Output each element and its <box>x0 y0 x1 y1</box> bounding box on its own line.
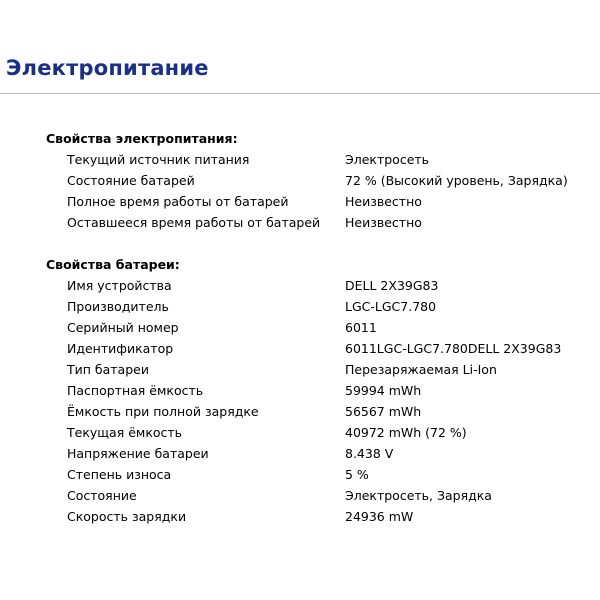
property-row-battery-voltage <box>46 443 594 464</box>
property-row-current-capacity <box>46 422 594 443</box>
property-value: 56567 mWh <box>345 404 422 419</box>
property-value: 8.438 V <box>345 446 394 461</box>
property-row-design-capacity <box>46 380 594 401</box>
property-value: Электросеть <box>345 152 430 167</box>
property-value: 40972 mWh (72 %) <box>345 425 467 440</box>
property-label: Полное время работы от батарей <box>67 194 289 209</box>
property-value: Электросеть, Зарядка <box>345 488 492 503</box>
property-row-state <box>46 485 594 506</box>
property-label: Паспортная ёмкость <box>67 383 204 398</box>
property-row-remaining-runtime <box>46 212 594 233</box>
property-label: Производитель <box>67 299 169 314</box>
property-row-manufacturer <box>46 296 594 317</box>
property-row-wear-level <box>46 464 594 485</box>
power-properties-section <box>46 128 594 233</box>
property-row-full-charge-capacity <box>46 401 594 422</box>
title-divider <box>0 93 600 94</box>
page-title: Электропитание <box>6 56 209 80</box>
battery-properties-heading: Свойства батареи: <box>46 257 180 272</box>
property-value: LGC-LGC7.780 <box>345 299 437 314</box>
property-row-serial-number <box>46 317 594 338</box>
property-label: Текущий источник питания <box>67 152 250 167</box>
property-value: 24936 mW <box>345 509 414 524</box>
power-properties-heading: Свойства электропитания: <box>46 131 238 146</box>
property-label: Состояние <box>67 488 137 503</box>
property-label: Серийный номер <box>67 320 179 335</box>
property-label: Идентификатор <box>67 341 174 356</box>
property-row-power-source <box>46 149 594 170</box>
property-label: Ёмкость при полной зарядке <box>67 404 259 419</box>
property-value: 5 % <box>345 467 369 482</box>
property-label: Скорость зарядки <box>67 509 187 524</box>
property-value: 6011LGC-LGC7.780DELL 2X39G83 <box>345 341 562 356</box>
property-row-device-name <box>46 275 594 296</box>
property-label: Состояние батарей <box>67 173 195 188</box>
property-row-battery-type <box>46 359 594 380</box>
property-value: Неизвестно <box>345 194 422 209</box>
property-value: 72 % (Высокий уровень, Зарядка) <box>345 173 568 188</box>
battery-properties-section <box>46 254 594 527</box>
property-row-identifier <box>46 338 594 359</box>
property-value: 6011 <box>345 320 377 335</box>
property-label: Напряжение батареи <box>67 446 209 461</box>
property-value: 59994 mWh <box>345 383 422 398</box>
property-label: Имя устройства <box>67 278 172 293</box>
property-row-full-runtime <box>46 191 594 212</box>
property-label: Текущая ёмкость <box>67 425 183 440</box>
property-label: Степень износа <box>67 467 172 482</box>
property-value: Перезаряжаемая Li-Ion <box>345 362 497 377</box>
property-value: Неизвестно <box>345 215 422 230</box>
property-label: Тип батареи <box>67 362 149 377</box>
property-row-charge-rate <box>46 506 594 527</box>
property-row-battery-status <box>46 170 594 191</box>
property-label: Оставшееся время работы от батарей <box>67 215 321 230</box>
property-value: DELL 2X39G83 <box>345 278 439 293</box>
